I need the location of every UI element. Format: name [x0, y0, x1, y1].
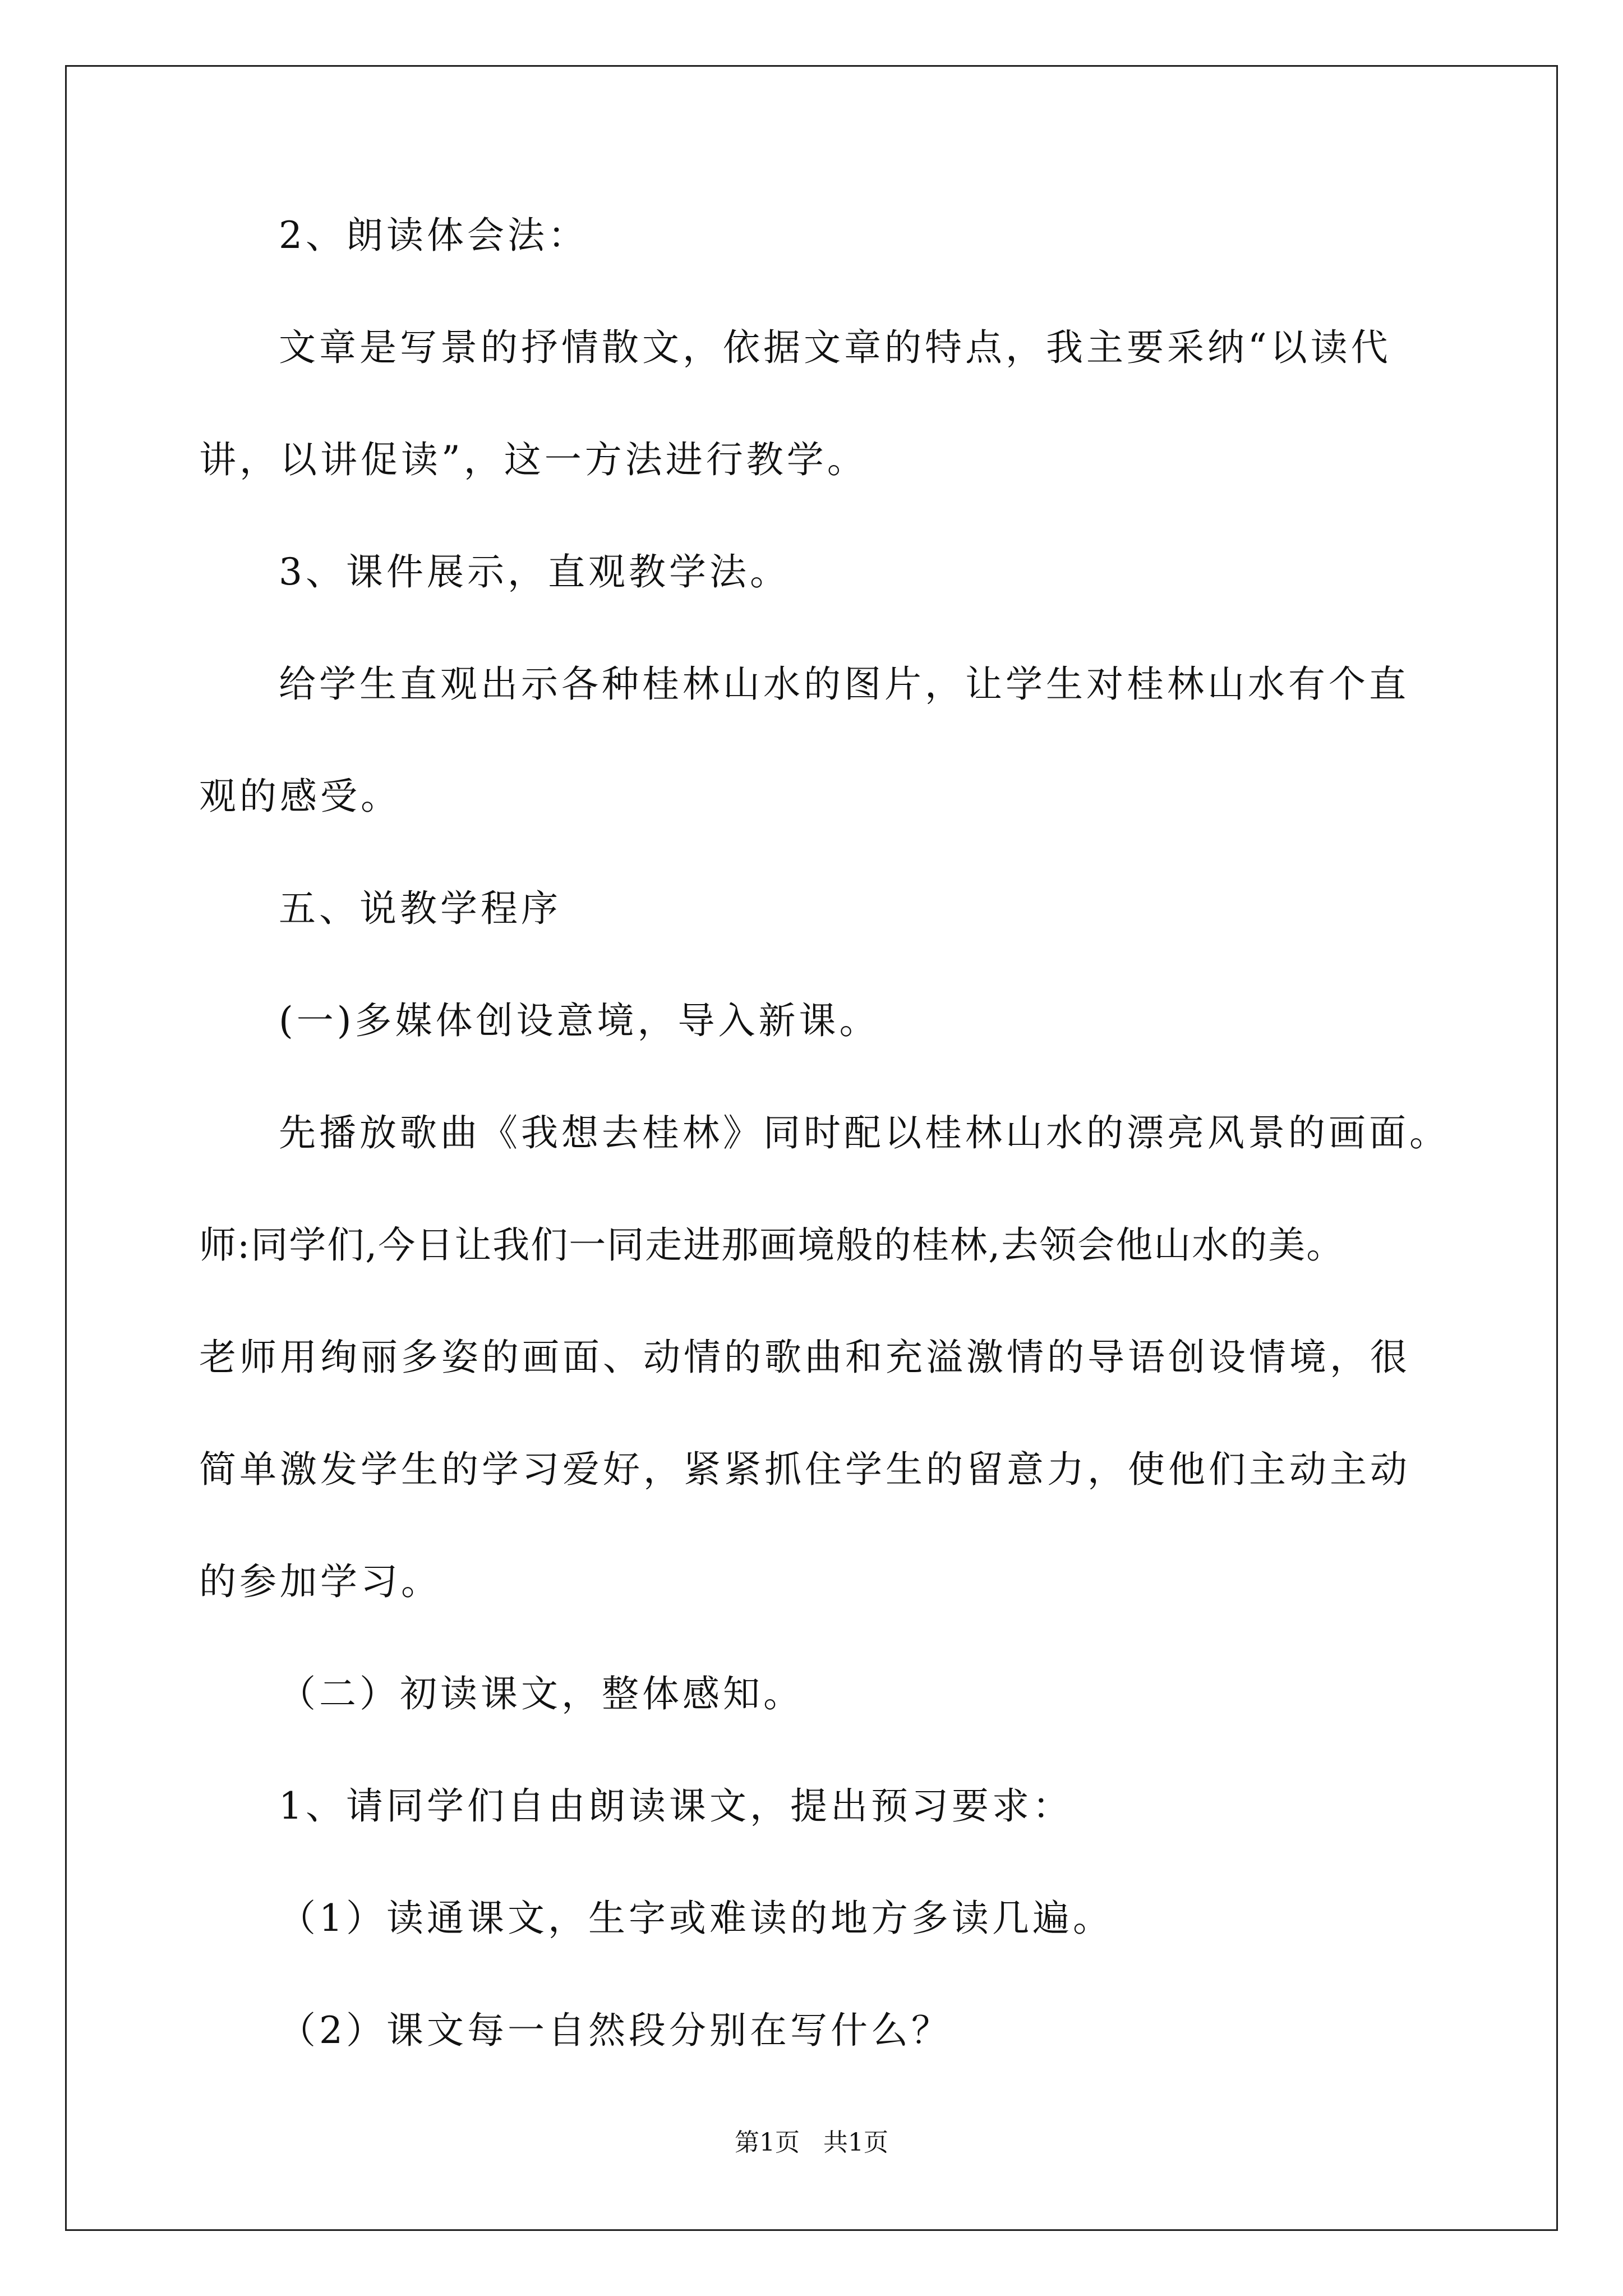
line-15: 1、请同学们自由朗读课文，提出预习要求：: [279, 1784, 1073, 1828]
line-17: （2）课文每一自然段分别在写什么？: [279, 2009, 952, 2052]
line-11: 老师用绚丽多姿的画面、动情的歌曲和充溢激情的导语创设情境，很: [199, 1336, 1410, 1379]
line-7: 五、说教学程序: [279, 887, 561, 930]
line-3: 讲，以讲促读”，这一方法进行教学。: [199, 438, 868, 481]
line-16: （1）读通课文，生字或难读的地方多读几遍。: [279, 1897, 1113, 1940]
line-6: 观的感受。: [199, 775, 401, 818]
line-13: 的参加学习。: [199, 1560, 441, 1603]
line-8: (一)多媒体创设意境，导入新课。: [279, 999, 880, 1042]
line-2: 文章是写景的抒情散文，依据文章的特点，我主要采纳“以读代: [279, 326, 1391, 369]
line-4: 3、课件展示，直观教学法。: [279, 550, 790, 593]
line-14: （二）初读课文，整体感知。: [279, 1672, 804, 1715]
page-number-footer: 第1页 共1页: [735, 2128, 888, 2157]
line-5: 给学生直观出示各种桂林山水的图片，让学生对桂林山水有个直: [279, 662, 1409, 706]
line-10: 师:同学们,今日让我们一同走进那画境般的桂林,去领会他山水的美。: [199, 1223, 1345, 1267]
line-1: 2、朗读体会法：: [279, 214, 588, 257]
line-9: 先播放歌曲《我想去桂林》同时配以桂林山水的漂亮风景的画面。: [279, 1111, 1450, 1154]
line-12: 简单激发学生的学习爱好，紧紧抓住学生的留意力，使他们主动主动: [199, 1448, 1410, 1491]
